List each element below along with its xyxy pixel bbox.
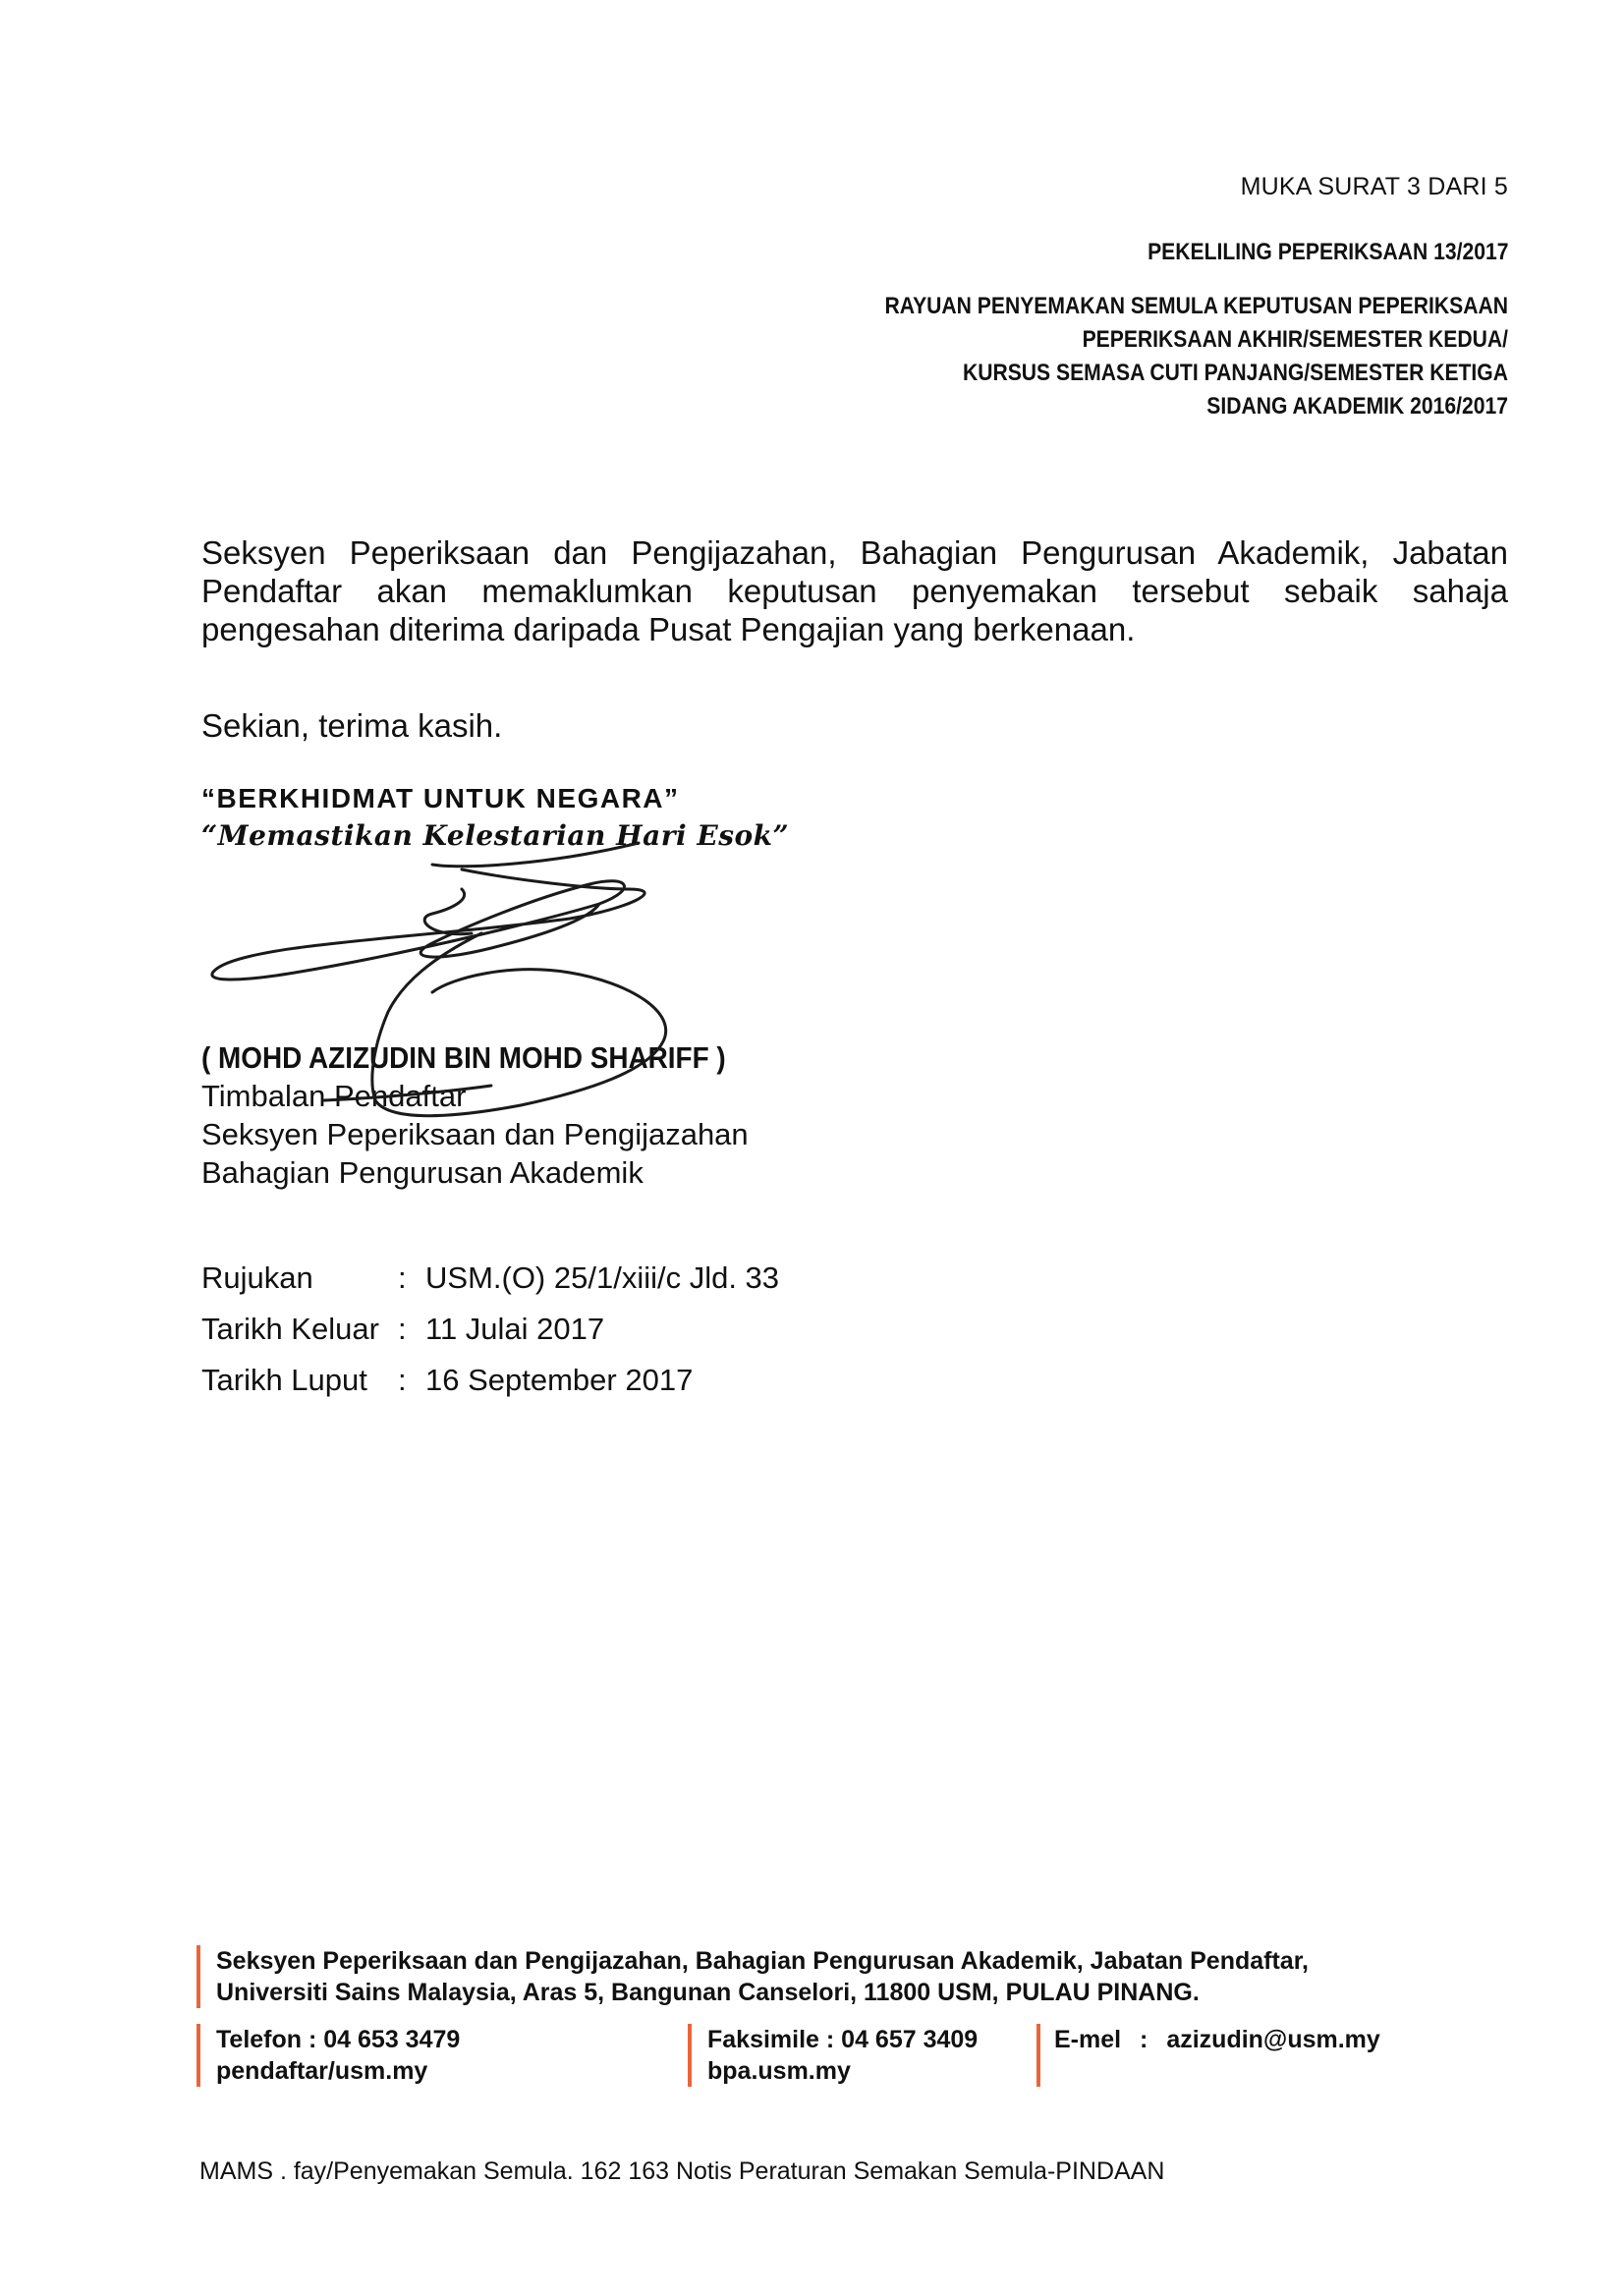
reference-colon: :	[398, 1260, 407, 1295]
letterhead-footer	[196, 1945, 1474, 2087]
reference-label: Tarikh Keluar	[201, 1312, 379, 1346]
footer-address-line: Seksyen Peperiksaan dan Pengijazahan, Bahagian Pengurusan Akademik, Jabatan Pendaftar,	[216, 1947, 1309, 1975]
footer-contacts	[196, 2024, 1474, 2087]
reference-value: 16 September 2017	[425, 1363, 694, 1397]
signatory-title: Timbalan Pendaftar	[201, 1079, 467, 1113]
circular-number: PEKELILING PEPERIKSAAN 13/2017	[1147, 239, 1508, 265]
signatory-division: Bahagian Pengurusan Akademik	[201, 1155, 644, 1190]
reference-label: Tarikh Luput	[201, 1363, 367, 1397]
title-line: SIDANG AKADEMIK 2016/2017	[1206, 393, 1508, 420]
reference-label: Rujukan	[201, 1260, 313, 1295]
footer-email-colon: :	[1140, 2026, 1148, 2053]
footer-address	[196, 1945, 1474, 2008]
reference-value: USM.(O) 25/1/xiii/c Jld. 33	[425, 1260, 780, 1295]
reference-value: 11 Julai 2017	[425, 1312, 605, 1346]
body-paragraph: Seksyen Peperiksaan dan Pengijazahan, Bahagian Pengurusan Akademik, Jabatan Pendaftar akan memaklumkan keputusan penyemakan tersebut sebaik sahaja pengesahan diterima daripada Pusat Pengajian yang berkenaan.	[201, 534, 1508, 647]
signatory-block	[201, 1038, 784, 1192]
footer-address-line: Universiti Sains Malaysia, Aras 5, Bangunan Canselori, 11800 USM, PULAU PINANG.	[216, 1979, 1200, 2006]
footer-email-label: E-mel	[1054, 2026, 1122, 2053]
signatory-name: ( MOHD AZIZUDIN BIN MOHD SHARIFF )	[201, 1040, 726, 1075]
closing-line: Sekian, terima kasih.	[201, 707, 503, 744]
title-line: KURSUS SEMASA CUTI PANJANG/SEMESTER KETIGA	[962, 360, 1508, 386]
footer-email-column	[1036, 2024, 1380, 2087]
footer-phone: Telefon : 04 653 3479	[216, 2026, 461, 2053]
file-path-note: MAMS . fay/Penyemakan Semula. 162 163 Notis Peraturan Semakan Semula-PINDAAN	[199, 2157, 1165, 2185]
reference-colon: :	[398, 1312, 407, 1346]
footer-website-link[interactable]: bpa.usm.my	[707, 2057, 851, 2085]
footer-phone-column	[196, 2024, 688, 2087]
page-number: MUKA SURAT 3 DARI 5	[1240, 173, 1508, 200]
footer-website-link[interactable]: pendaftar/usm.my	[216, 2057, 428, 2085]
title-line: RAYUAN PENYEMAKAN SEMULA KEPUTUSAN PEPERIKSAAN	[884, 293, 1508, 319]
footer-fax: Faksimile : 04 657 3409	[707, 2026, 979, 2053]
footer-fax-column	[688, 2024, 1036, 2087]
document-title	[885, 290, 1508, 423]
footer-email-link[interactable]: azizudin@usm.my	[1166, 2026, 1380, 2053]
reference-colon: :	[398, 1363, 407, 1397]
motto: “BERKHIDMAT UNTUK NEGARA”	[201, 783, 680, 813]
title-line: PEPERIKSAAN AKHIR/SEMESTER KEDUA/	[1082, 326, 1508, 353]
signatory-section: Seksyen Peperiksaan dan Pengijazahan	[201, 1117, 749, 1151]
tagline: “Memastikan Kelestarian Hari Esok”	[201, 819, 790, 852]
